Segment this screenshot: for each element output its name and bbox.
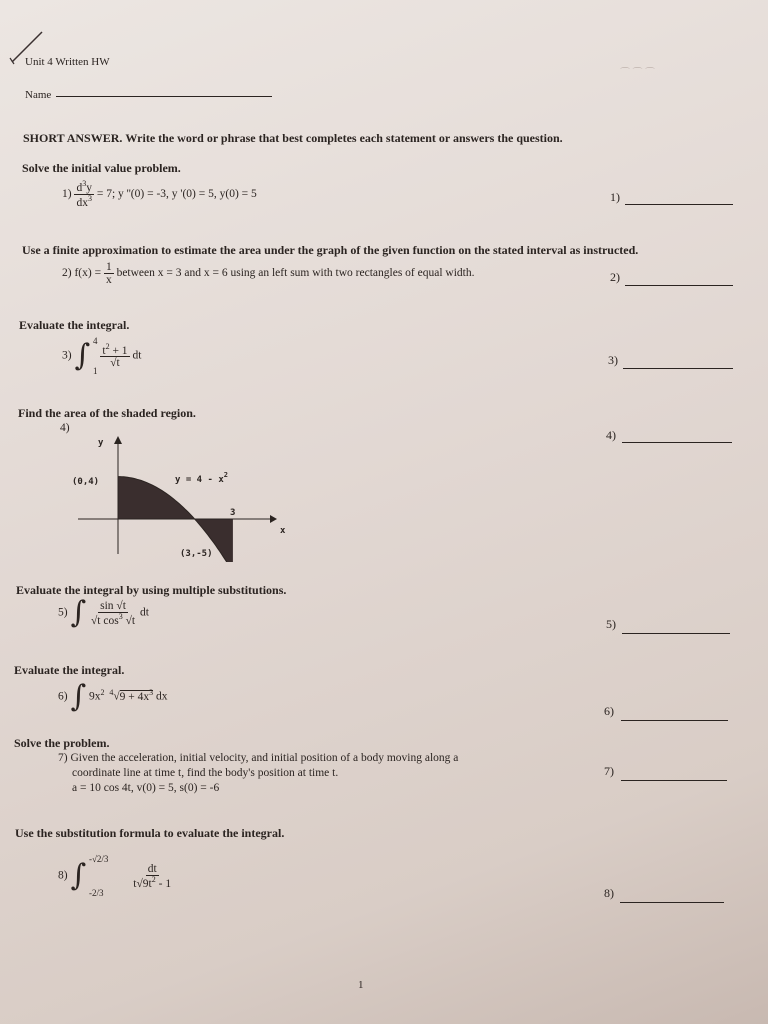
tick-3-label: 3 [230, 508, 236, 518]
answer-2-line[interactable] [625, 285, 733, 286]
problem-1-number: 1) [62, 188, 72, 201]
integral-sign-icon: ∫ [70, 679, 87, 714]
answer-6-label: 6) [604, 704, 614, 718]
shaded-region-graph [70, 432, 300, 562]
problem-5-number: 5) [58, 606, 68, 619]
answer-3-line[interactable] [623, 368, 733, 369]
answer-8-label: 8) [604, 886, 614, 900]
radical-sign-icon: √ [113, 690, 120, 703]
problem-6-number: 6) [58, 690, 68, 703]
instructions [23, 131, 563, 146]
answer-4-line[interactable] [622, 442, 732, 443]
problem-4-number: 4) [60, 422, 70, 434]
answer-4-label: 4) [606, 428, 616, 442]
section-4-heading: Find the area of the shaded region. [18, 406, 196, 420]
point-bottom-label: (3,-5) [180, 549, 213, 559]
integrand-fraction: $\frac{t^2 + 1}{√t}$ [102, 341, 128, 370]
problem-6: 6) ∫ $9x^2$ $^4√9 + 4x^3$ dx [58, 679, 168, 714]
reciprocal-fraction: $\frac{1}{x}$ [105, 261, 112, 287]
page-number: 1 [358, 979, 364, 991]
integral-limits: -√2/3 -2/3 [88, 854, 109, 898]
problem-7: 7) Given the acceleration, initial velocity, and initial position of a body moving along a coordinate line at time t, find the body's position at time t. a = 10 cos 4t, v(0) = 5, s(0) = -6 [58, 751, 558, 796]
problem-2-text: between x = 3 and x = 6 using an left sum with two rectangles of equal width. [116, 267, 475, 280]
integral-sign-icon: ∫ [70, 595, 87, 630]
problem-7-number: 7) [58, 752, 68, 764]
answer-1-label: 1) [610, 190, 620, 204]
problem-2-number: 2) [62, 267, 72, 280]
short-answer-text: Write the word or phrase that best completes each statement or answers the question. [125, 131, 563, 145]
problem-5: 5) ∫ $\frac{\sin √t}{√t \cos^3 √t}$ dt [58, 595, 149, 630]
point-top-label: (0,4) [72, 477, 100, 487]
answer-5-line[interactable] [622, 633, 730, 634]
problem-2: 2) f(x) = $\frac{1}{x}$ between x = 3 and x = 6 using an left sum with two rectangles of equal width. [62, 261, 475, 287]
integral-sign-icon: ∫ [70, 858, 87, 893]
answer-3-label: 3) [608, 353, 618, 367]
short-answer-label: SHORT ANSWER. [23, 131, 123, 145]
x-axis-arrow-icon [270, 515, 277, 523]
answer-5-label: 5) [606, 617, 616, 631]
problem-3: 3) ∫ 4 1 $\frac{t^2 + 1}{√t}$ dt [62, 336, 142, 376]
problem-7-conditions: a = 10 cos 4t, v(0) = 5, s(0) = -6 [72, 782, 220, 794]
section-5-heading: Evaluate the integral by using multiple substitutions. [16, 583, 287, 597]
problem-1 [62, 180, 257, 209]
problem-8 [58, 854, 173, 898]
worksheet-title: Unit 4 Written HW [25, 56, 110, 68]
problem-8-number: 8) [58, 869, 68, 882]
section-1-heading: Solve the initial value problem. [22, 161, 181, 175]
y-axis-arrow-icon [114, 436, 122, 444]
name-line [56, 96, 272, 97]
section-6-heading: Evaluate the integral. [14, 663, 125, 677]
section-8-heading: Use the substitution formula to evaluate the integral. [15, 826, 285, 840]
x-axis-label: x [280, 526, 286, 536]
integrand-fraction: $\frac{\sin √t}{√t \cos^3 √t}$ [90, 599, 136, 627]
integral-sign-icon: ∫ [74, 338, 91, 373]
answer-7-line[interactable] [621, 780, 727, 781]
root-index: 4 [109, 687, 114, 697]
derivative-fraction: $\frac{d^3y}{dx^3}$ [76, 179, 92, 209]
answer-2-label: 2) [610, 270, 620, 284]
problem-3-number: 3) [62, 349, 72, 362]
answer-6-line[interactable] [621, 720, 728, 721]
bleed-through-mark: ⌒ ⌒ ⌒ [620, 68, 655, 79]
answer-8-line[interactable] [620, 902, 724, 903]
answer-7-label: 7) [604, 764, 614, 778]
name-label: Name [25, 89, 52, 101]
integral-limits: 4 1 [92, 336, 98, 376]
y-axis-label: y [98, 438, 104, 448]
section-3-heading: Evaluate the integral. [19, 318, 130, 332]
integrand-fraction: $\frac{dt}{t√9t^2 - 1}$ [133, 862, 172, 890]
section-7-heading: Solve the problem. [14, 736, 110, 750]
curve-label: $y = 4 - x^2$ [175, 471, 228, 485]
answer-1-line[interactable] [625, 204, 733, 205]
problem-1-conditions: = 7; y ''(0) = -3, y '(0) = 5, y(0) = 5 [96, 188, 257, 201]
section-2-heading: Use a finite approximation to estimate the area under the graph of the given function on the stated interval as instructed. [22, 243, 639, 257]
